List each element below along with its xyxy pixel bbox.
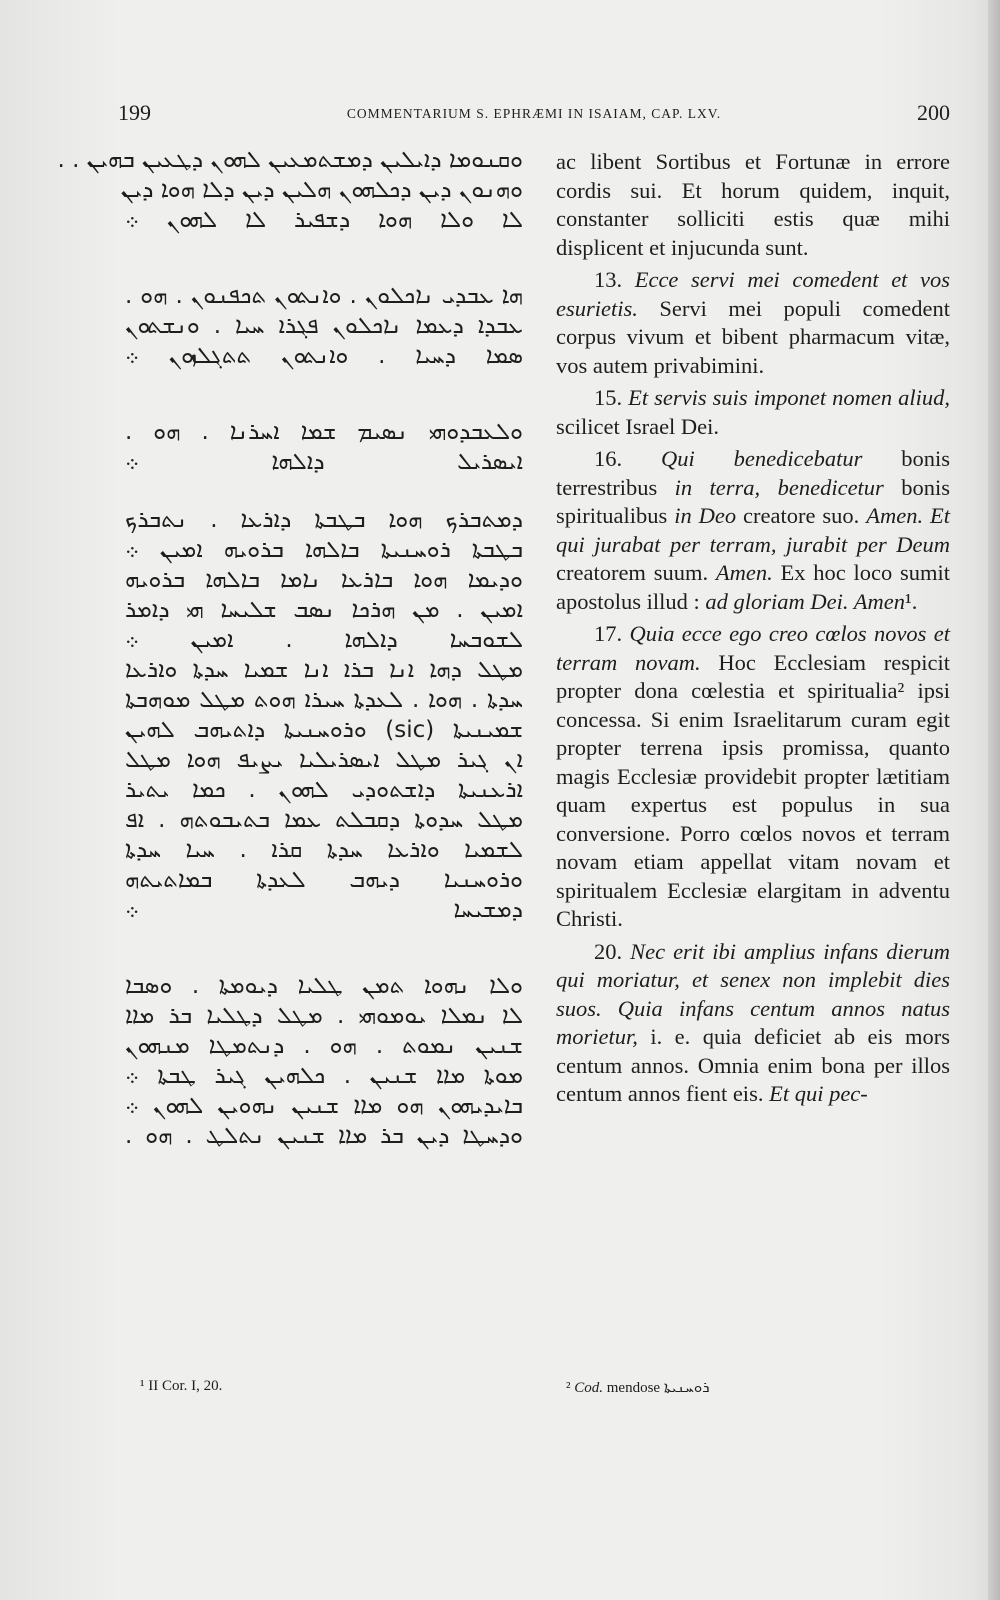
footnote-syriac-word: ܪܘܚܢܝܬܐ (663, 1378, 710, 1396)
paragraph-v20 (556, 938, 950, 1109)
text-segment: ad gloriam Dei. Amen (705, 588, 905, 614)
left-page-number: 199 (118, 100, 151, 125)
page-header (118, 100, 950, 130)
syriac-line: ܒܛܒܬܐ ܪܘܚܢܝܬܐ ܒܐܠܗܐ ܒܪܘܝܗ ܐܡܝܢ ܀ (125, 537, 523, 563)
text-segment: in Deo (674, 503, 737, 528)
footnote-abbr: Cod. (574, 1380, 604, 1396)
text-segment: 16. (594, 446, 662, 471)
latin-column (556, 148, 950, 1113)
text-segment: Amen. Et qui jurabat per terram, jurabit per Deum (556, 503, 950, 557)
syriac-line: ܫܢܝܢ ܢܡܘܬ . ܗܘ . ܕܢܬܡܛܐ ܡܢܗܘܢ (125, 1033, 523, 1059)
paragraph-v15 (556, 384, 950, 441)
paragraph-v16 (556, 445, 950, 616)
text-segment: Servi mei populi comedent corpus vivum et bibent pharmacum vitæ, vos autem privabimini. (556, 295, 950, 378)
page-edge (988, 0, 1000, 1600)
right-page-number: 200 (917, 100, 950, 125)
text-segment: 13. (594, 267, 635, 292)
syriac-line: ܕܡܬܒܪܟ ܗܘܐ ܒܛܒܬܐ ܕܐܪܥܐ . ܢܬܒܪܟ (125, 507, 523, 533)
syriac-line: ܐܪܥܢܝܬܐ ܕܐܫܬܘܕܝ ܠܗܘܢ . ܟܡܐ ܝܬܝܪ (125, 777, 523, 803)
text-segment: Et servis suis imponet nomen aliud, (628, 385, 951, 410)
syriac-line: ܕܡܫܝܚܐ ܀ (125, 897, 523, 923)
syriac-line: ܫܡܝܢܝܬܐ (sic) ܘܪܘܚܢܝܬܐ ܕܐܬܝܗܒ ܠܗܝܢ (125, 717, 523, 743)
syriac-line: ܠܐ ܢܡܠܐ ܝܘܡܘܗܝ . ܡܛܠ ܕܛܠܝܐ ܒܪ ܡܐܐ (125, 1003, 523, 1029)
text-segment: creatore suo. (736, 503, 867, 528)
syriac-line: ܘܪܘܚܢܝܐ ܕܝܗܒ ܠܥܕܬܐ ܒܡܐܬܝܬܗ (125, 867, 523, 893)
text-segment: Quia ecce ego creo cœlos novos et terram novam. (556, 621, 951, 675)
syriac-line: ܐܢ ܓܝܪ ܡܛܠ ܐܝܣܪܝܠܝܐ ܝܨܝܦ ܗܘܐ ܡܛܠ (125, 747, 523, 773)
text-segment: Amen. (715, 560, 773, 585)
syriac-line: ܐܡܝܢ . ܡܢ ܗܪܟܐ ܢܣܒ ܫܠܝܚܐ ܗܝ ܕܐܡܪ (125, 597, 523, 623)
syriac-line: ܣܡܐ ܕܚܝܐ . ܘܐܢܬܘܢ ܬܬܓܠܙܘܢ ܀ (125, 343, 523, 369)
paragraph-v17 (556, 620, 950, 934)
syriac-line: ܚܕܬܐ . ܗܘܐ . ܠܥܕܬܐ ܚܝܪܐ ܗܘܬ ܡܛܠ ܡܘܗܒܬܐ (125, 687, 523, 713)
text-segment: ac libent Sortibus et Fortunæ in errore cordis sui. Et horum quidem, inquit, constanter solliciti estis quæ mihi displicent et injucunda sunt. (556, 149, 950, 260)
syriac-line: ܘܕܝܡܐ ܗܘܐ ܒܐܪܥܐ ܢܐܡܐ ܒܐܠܗܐ ܒܪܘܝܗ (125, 567, 523, 593)
syriac-line: ܘܕܚܛܐ ܕܝܢ ܒܪ ܡܐܐ ܫܢܝܢ ܢܬܠܛ . ܗܘ . (125, 1123, 523, 1149)
paragraph-cont (556, 148, 950, 262)
text-segment: 17. (594, 621, 630, 646)
footnote-text: mendose (606, 1380, 661, 1396)
syriac-line: ܘܩܢܘܡܐ ܕܐܝܠܝܢ ܕܡܫܬܡܥܝܢ ܠܗܘܢ ܕܛܥܝܢ ܒܗܝܢ . . (57, 147, 523, 173)
syriac-line: ܡܛܠ ܚܕܘܬܐ ܕܩܒܠܬ ܥܡܐ ܒܬܝܒܘܬܗ . ܐܦ (125, 807, 523, 833)
footnote-left: ¹ II Cor. I, 20. (140, 1378, 223, 1394)
syriac-line: ܘܠܥܒܕܘܗܝ ܢܣܝܡ ܫܡܐ ܐܚܪܢܐ . ܗܘ . (125, 419, 523, 445)
text-segment: bonis spiritualibus (556, 474, 950, 528)
syriac-line: ܠܫܘܒܚܐ ܕܐܠܗܐ . ܐܡܝܢ ܀ (125, 627, 523, 653)
text-segment: 20. (594, 938, 631, 964)
footnote-right (566, 1378, 710, 1397)
syriac-line: ܡܛܠ ܕܗܐ ܐܢܐ ܒܪܐ ܐܢܐ ܫܡܝܐ ܚܕܬܐ ܘܐܪܥܐ (125, 657, 523, 683)
syriac-line: ܒܐܝܕܝܗܘܢ ܗܘ ܡܐܐ ܫܢܝܢ ܢܗܘܝܢ ܠܗܘܢ ܀ (125, 1093, 523, 1119)
text-segment: scilicet Israel Dei. (556, 413, 720, 439)
paragraph-v13 (556, 266, 950, 380)
text-segment: in terra, benedicetur (674, 474, 884, 500)
syriac-line: ܠܫܡܝܐ ܘܐܪܥܐ ܚܕܬܐ ܩܪܐ . ܚܝܐ ܚܕܬܐ (125, 837, 523, 863)
running-title: COMMENTARIUM S. EPHRÆMI IN ISAIAM, CAP. LXV. (346, 106, 722, 121)
syriac-column (57, 145, 523, 1151)
syriac-line: ܘܗܢܘܢ ܕܝܢ ܕܟܠܗܘܢ ܗܠܝܢ ܕܝܢ ܕܠܐ ܗܘܐ ܕܝܢ (120, 177, 523, 203)
syriac-line: ܘܠܐ ܢܗܘܐ ܬܡܢ ܛܠܝܐ ܕܝܘܡܬܐ . ܘܣܒܐ (125, 973, 523, 999)
syriac-line: ܥܒܕܐ ܕܥܡܐ ܢܐܟܠܘܢ ܦܓܪܐ ܚܝܐ . ܘܢܫܬܘܢ (125, 313, 523, 339)
text-segment: Hoc Ecclesiam respicit propter dona cœlestia et spiritualia² ipsi concessa. Si enim Israelitarum curam egit propter terrena ipsis promissa, quanto magis Ecclesiæ providebit propter lætitiam quam expertus est populus in sua conversione. Porro cœlos novos et terram novam etiam appellat vitam novam et spiritualem Ecclesiæ elargitam in adventu Christi. (556, 649, 950, 931)
text-segment: creatorem suum. (556, 560, 716, 585)
footnote-marker: ² (566, 1380, 571, 1396)
syriac-line: ܐܝܣܪܝܠ ܕܐܠܗܐ ܀ (125, 449, 523, 475)
text-segment: Nec erit ibi amplius infans dierum qui moriatur, et senex non implebit dies suos. Quia infans centum annos natus morietur, (556, 938, 950, 1049)
text-segment: Qui benedicebatur (661, 446, 863, 471)
text-segment: bonis terrestribus (556, 446, 950, 500)
text-segment: i. e. quia deficiet ab eis mors centum annos. Omnia enim bona per illos centum annos fient eis. (556, 1024, 950, 1106)
text-segment: Ex hoc loco sumit apostolus illud : (556, 560, 950, 614)
text-segment: ¹. (904, 588, 918, 614)
text-segment: 15. (594, 385, 629, 410)
text-segment: Et qui pec- (769, 1081, 868, 1106)
syriac-line: ܡܘܬܐ ܡܐܐ ܫܢܝܢ . ܟܠܗܝܢ ܓܝܪ ܛܒܬܐ ܀ (125, 1063, 523, 1089)
syriac-line: ܗܐ ܥܒܕܝ ܢܐܟܠܘܢ . ܘܐܢܬܘܢ ܬܟܦܢܘܢ . ܗܘ . (125, 283, 523, 309)
text-segment: Ecce servi mei comedent et vos esurietis. (556, 267, 951, 321)
syriac-line: ܠܐ ܘܠܐ ܗܘܐ ܕܫܦܝܪ ܠܐ ܠܗܘܢ ܀ (125, 207, 523, 233)
